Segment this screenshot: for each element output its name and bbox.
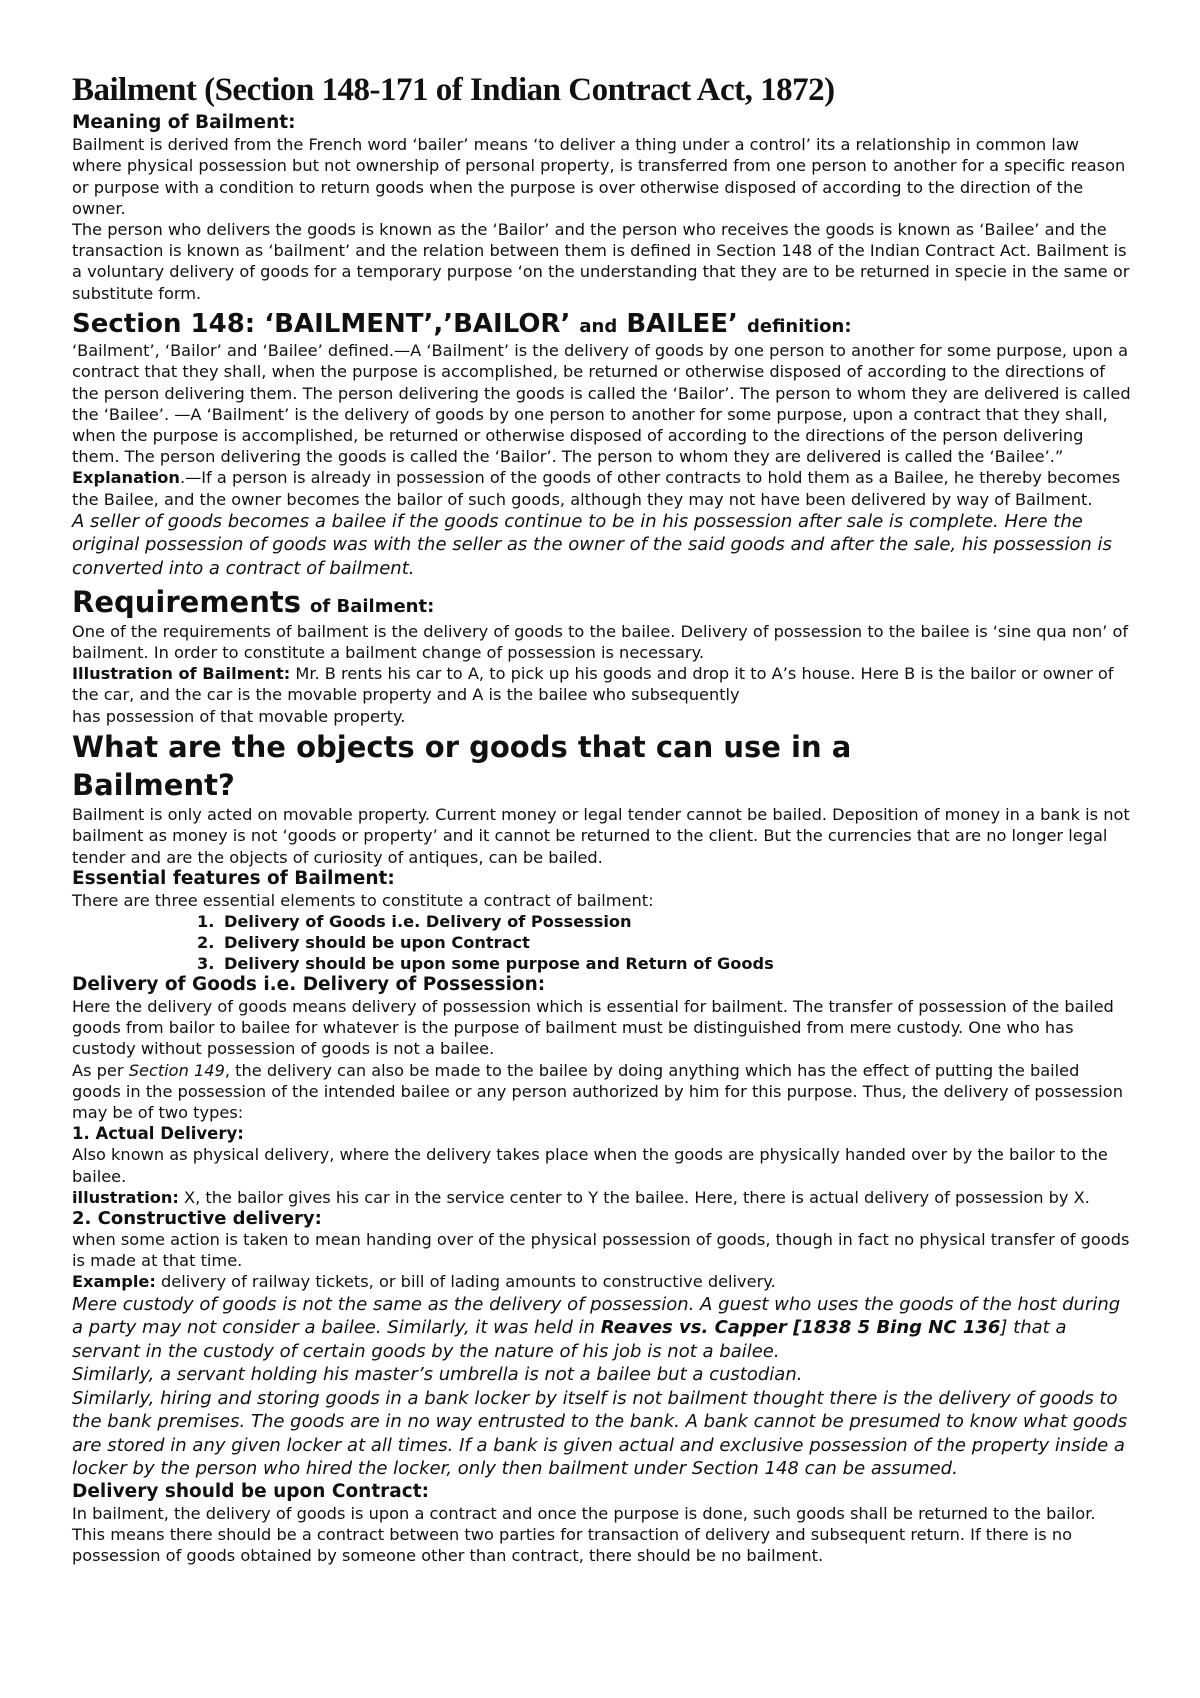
umbrella-italic-paragraph: Similarly, a servant holding his master’s umbrella is not a bailee but a custodian. (72, 1364, 803, 1386)
features-heading: Essential features of Bailment: (72, 867, 395, 889)
section148-heading (72, 308, 1132, 341)
document-page (72, 72, 1132, 1566)
meaning-heading: Meaning of Bailment: (72, 111, 296, 133)
actual-delivery-paragraph: Also known as physical delivery, where the delivery takes place when the goods are physically handed over by the bailor to the bailee. (72, 1145, 1108, 1186)
delivery-p2-c: , the delivery can also be made to the bailee by doing anything which has the effect of putting the bailed goods in the possession of the intended bailee or any person authorized by him for this purpose. Thus, the delivery of possession may be of two types: (72, 1060, 1123, 1123)
list-item: 2. Delivery should be upon Contract (220, 932, 1132, 953)
section148-heading-part-c: BAILEE’ (626, 308, 738, 339)
example-label: Example: (72, 1272, 156, 1292)
constructive-delivery-heading: 2. Constructive delivery: (72, 1207, 322, 1229)
requirements-heading-part-a: Requirements (72, 585, 301, 620)
requirements-paragraph: One of the requirements of bailment is the delivery of goods to the bailee. Delivery of possession to the bailee is ‘sine qua non’ of bailment. In order to constitute a bailment change of possession is necessary. (72, 621, 1129, 663)
actual-illustration-label: illustration: (72, 1187, 179, 1207)
section148-heading-part-d: definition: (746, 315, 852, 337)
meaning-paragraph-2: The person who delivers the goods is known as the ‘Bailor’ and the person who receives the goods is known as ‘Bailee’ and the transaction is known as ‘bailment’ and the relation between them is defined in Section 148 of the Indian Contract Act. Bailment is a voluntary delivery of goods for a temporary purpose ‘on the understanding that they are to be returned in specie in the same or substitute form. (72, 219, 1130, 303)
actual-illustration-paragraph (72, 1187, 1132, 1208)
explanation-paragraph (72, 467, 1132, 509)
illustration-label: Illustration of Bailment: (72, 664, 291, 684)
delivery-paragraph-2 (72, 1060, 1132, 1124)
constructive-delivery-paragraph: when some action is taken to mean handing over of the physical possession of goods, though in fact no physical transfer of goods is made at that time. (72, 1229, 1130, 1271)
section149-ref: Section 149 (128, 1060, 225, 1080)
actual-illustration-text: X, the bailor gives his car in the service center to Y the bailee. Here, there is actual delivery of possession by X. (178, 1187, 1090, 1207)
illustration-text: Mr. B rents his car to A, to pick up his goods and drop it to A’s house. Here B is the bailor or owner of the car, and the car is the movable property and A is the bailee who subsequently (72, 664, 1114, 705)
list-item: 1. Delivery of Goods i.e. Delivery of Possession (220, 911, 1132, 932)
section148-heading-part-a: Section 148: ‘BAILMENT’,’BAILOR’ (72, 308, 571, 339)
actual-delivery-heading: 1. Actual Delivery: (72, 1124, 244, 1144)
delivery-heading: Delivery of Goods i.e. Delivery of Possession: (72, 974, 546, 996)
contract-paragraph: In bailment, the delivery of goods is upon a contract and once the purpose is done, such goods shall be returned to the bailor. This means there should be a contract between two parties for transaction of delivery and subsequent return. If there is no possession of goods obtained by someone other than contract, there should be no bailment. (72, 1503, 1096, 1565)
page-title: Bailment (Section 148-171 of Indian Contract Act, 1872) (72, 72, 835, 108)
section148-paragraph: ‘Bailment’, ‘Bailor’ and ‘Bailee’ defined.—A ‘Bailment’ is the delivery of goods by one person to another for some purpose, upon a contract that they shall, when the purpose is accomplished, be returned or otherwise disposed of according to the directions of the person delivering them. The person delivering the goods is called the ‘Bailor’. The person to whom they are delivered is called the ‘Bailee’. —A ‘Bailment’ is the delivery of goods by one person to another for some purpose, upon a contract that they shall, when the purpose is accomplished, be returned or otherwise disposed of according to the directions of the person delivering them. The person delivering the goods is called the ‘Bailor’. The person to whom they are delivered is called the ‘Bailee’.” (72, 341, 1131, 467)
list-item: 3. Delivery should be upon some purpose and Return of Goods (220, 953, 1132, 974)
case-citation: Reaves vs. Capper [1838 5 Bing NC 136 (600, 1317, 1001, 1339)
explanation-label: Explanation (72, 468, 180, 488)
objects-paragraph: Bailment is only acted on movable property. Current money or legal tender cannot be bailed. Deposition of money in a bank is not bailment as money is not ‘goods or property’ and it cannot be returned to the client. But the currencies that are no longer legal tender and are the objects of curiosity of antiques, can be bailed. (72, 805, 1130, 867)
requirements-heading (72, 584, 1132, 621)
meaning-paragraph-1: Bailment is derived from the French word ‘bailer’ means ‘to deliver a thing under a control’ its a relationship in common law where physical possession but not ownership of personal property, is transferred from one person to another for a specific reason or purpose with a condition to return goods when the purpose is over otherwise disposed of according to the direction of the owner. (72, 135, 1126, 218)
section148-heading-part-b: and (579, 315, 618, 337)
seller-italic-paragraph: A seller of goods becomes a bailee if the goods continue to be in his possession after sale is complete. Here the original possession of goods was with the seller as the owner of the said goods and after the sale, his possession is converted into a contract of bailment. (72, 510, 1112, 579)
features-intro: There are three essential elements to constitute a contract of bailment: (72, 890, 654, 910)
custody-italic-paragraph (72, 1293, 1132, 1364)
objects-heading: What are the objects or goods that can use in a Bailment? (72, 729, 852, 802)
example-text: delivery of railway tickets, or bill of lading amounts to constructive delivery. (155, 1272, 776, 1292)
requirements-heading-part-b: of Bailment: (310, 596, 435, 618)
contract-heading: Delivery should be upon Contract: (72, 1480, 429, 1502)
custody-italic-a: Mere custody of goods is not the same as the delivery of possession. A guest who uses the goods of the host during a party may not consider a bailee. Similarly, it was held in (72, 1293, 1121, 1339)
custody-italic-c: ] that a servant in the custody of certain goods by the nature of his job is not a bailee. (72, 1317, 1067, 1362)
delivery-paragraph-1: Here the delivery of goods means delivery of possession which is essential for bailment. The transfer of possession of the bailed goods from bailor to bailee for whatever is the purpose of bailment must be distinguished from mere custody. One who has custody without possession of goods is not a bailee. (72, 997, 1114, 1059)
locker-italic-paragraph: Similarly, hiring and storing goods in a bank locker by itself is not bailment thought there is the delivery of goods to the bank premises. The goods are in no way entrusted to the bank. A bank cannot be presumed to know what goods are stored in any given locker at all times. If a bank is given actual and exclusive possession of the property inside a locker by the person who hired the locker, only then bailment under Section 148 can be assumed. (72, 1387, 1128, 1480)
illustration-continued: has possession of that movable property. (72, 706, 406, 726)
example-paragraph (72, 1271, 1132, 1292)
delivery-p2-a: As per (72, 1060, 129, 1080)
illustration-paragraph (72, 663, 1132, 705)
explanation-text: .—If a person is already in possession of the goods of other contracts to hold them as a Bailee, he thereby becomes the Bailee, and the owner becomes the bailor of such goods, although they may not have been delivered by way of Bailment. (72, 468, 1121, 509)
features-list (72, 911, 1132, 974)
